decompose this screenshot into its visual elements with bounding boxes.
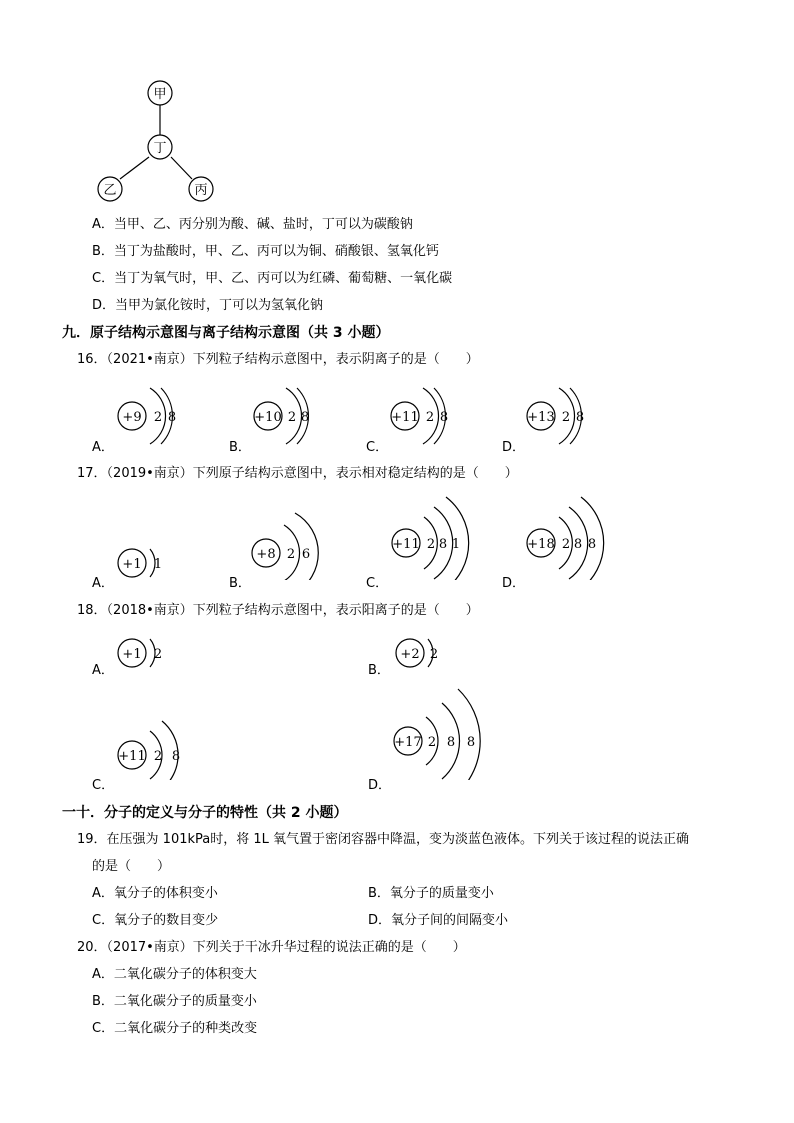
q16-d-shell-1: 2 <box>561 410 571 425</box>
q16-label-d: D． <box>502 440 526 455</box>
q16-diagram-row <box>0 370 794 460</box>
edge-ding-yi <box>120 157 149 179</box>
q18-c-shell-1: 2 <box>153 749 163 764</box>
q18-diagram-row-2 <box>0 685 794 780</box>
q15-option-b: B．当丁为盐酸时，甲、乙、丙可以为铜、硝酸银、氢氧化钙 <box>92 244 439 259</box>
section-9-title: 九．原子结构示意图与离子结构示意图（共 3 小题） <box>62 325 390 341</box>
q16-b-shell-1: 2 <box>287 410 297 425</box>
q19-option-b: B．氧分子的质量变小 <box>368 886 494 901</box>
q19-stem-line-1: 19．在压强为 101kPa时，将 1L 氧气置于密闭容器中降温，变为淡蓝色液体。下列关于该过程的说法正确 <box>77 832 690 847</box>
q17-b-shell-1: 2 <box>286 547 296 562</box>
q18-label-a: A． <box>92 663 114 678</box>
q18-c-nucleus: +11 <box>118 749 146 764</box>
q18-a-nucleus: +1 <box>122 647 142 662</box>
q16-c-nucleus: +11 <box>391 410 419 425</box>
q17-label-c: C． <box>366 576 389 591</box>
q20-option-c: C．二氧化碳分子的种类改变 <box>92 1021 258 1036</box>
node-ding: 丁 <box>153 141 167 156</box>
q16-a-shell-2: 8 <box>167 410 177 425</box>
q17-a-nucleus: +1 <box>122 557 142 572</box>
q16-d-shell-2: 8 <box>575 410 585 425</box>
q18-b-nucleus: +2 <box>400 647 420 662</box>
q17-atom-d <box>527 497 604 580</box>
q18-label-d: D． <box>368 778 392 793</box>
q17-diagram-row <box>0 485 794 580</box>
q20-option-b: B．二氧化碳分子的质量变小 <box>92 994 257 1009</box>
q17-label-d: D． <box>502 576 526 591</box>
q18-c-shell-2: 8 <box>171 749 181 764</box>
q17-atom-a <box>118 549 162 577</box>
q18-stem: 18．（2018•南京）下列粒子结构示意图中，表示阳离子的是（ ） <box>77 603 479 618</box>
q18-d-nucleus: +17 <box>394 735 422 750</box>
node-bing: 丙 <box>194 183 208 198</box>
q17-c-shell-1: 2 <box>426 537 436 552</box>
relationship-diagram <box>0 0 260 210</box>
section-10-title: 一十．分子的定义与分子的特性（共 2 小题） <box>62 805 348 821</box>
q16-c-shell-2: 8 <box>439 410 449 425</box>
q16-atom-d <box>527 388 584 444</box>
q16-d-nucleus: +13 <box>527 410 555 425</box>
q18-b-shell-1: 2 <box>429 647 439 662</box>
q19-option-d: D．氧分子间的间隔变小 <box>368 913 509 928</box>
q16-c-shell-1: 2 <box>425 410 435 425</box>
q20-option-a: A．二氧化碳分子的体积变大 <box>92 967 257 982</box>
q16-atom-a <box>118 388 176 444</box>
q18-label-b: B． <box>368 663 390 678</box>
q16-b-nucleus: +10 <box>254 410 282 425</box>
q18-d-shell-3: 8 <box>466 735 476 750</box>
q16-a-nucleus: +9 <box>122 410 142 425</box>
q16-stem: 16．（2021•南京）下列粒子结构示意图中，表示阴离子的是（ ） <box>77 352 479 367</box>
q16-atom-b <box>254 388 309 444</box>
q17-d-shell-3: 8 <box>587 537 597 552</box>
q17-atom-b <box>252 513 318 580</box>
q19-option-a: A．氧分子的体积变小 <box>92 886 218 901</box>
q15-option-c: C．当丁为氧气时，甲、乙、丙可以为红磷、葡萄糖、一氧化碳 <box>92 271 453 286</box>
q17-d-nucleus: +18 <box>527 537 555 552</box>
q17-c-shell-3: 1 <box>451 537 461 552</box>
q20-stem: 20．（2017•南京）下列关于干冰升华过程的说法正确的是（ ） <box>77 940 466 955</box>
q17-c-shell-2: 8 <box>438 537 448 552</box>
q17-stem: 17．（2019•南京）下列原子结构示意图中，表示相对稳定结构的是（ ） <box>77 466 518 481</box>
q17-c-nucleus: +11 <box>392 537 420 552</box>
q17-a-shell-1: 1 <box>153 557 163 572</box>
q15-option-d: D．当甲为氯化铵时，丁可以为氢氧化钠 <box>92 298 324 313</box>
q15-option-a: A．当甲、乙、丙分别为酸、碱、盐时，丁可以为碳酸钠 <box>92 217 413 232</box>
q17-b-shell-2: 6 <box>301 547 311 562</box>
q16-atom-c <box>391 388 448 444</box>
q17-b-nucleus: +8 <box>256 547 276 562</box>
q18-d-shell-2: 8 <box>446 735 456 750</box>
q17-label-a: A． <box>92 576 114 591</box>
q19-option-c: C．氧分子的数目变少 <box>92 913 219 928</box>
q18-atom-a <box>118 639 162 667</box>
q16-label-b: B． <box>229 440 251 455</box>
q16-label-c: C． <box>366 440 389 455</box>
q18-label-c: C． <box>92 778 115 793</box>
q16-a-shell-1: 2 <box>153 410 163 425</box>
q17-atom-c <box>392 497 469 580</box>
q18-d-shell-1: 2 <box>427 735 437 750</box>
q17-d-shell-2: 8 <box>573 537 583 552</box>
q18-atom-b <box>396 639 438 667</box>
q17-label-b: B． <box>229 576 251 591</box>
q18-atom-c <box>118 721 180 780</box>
q16-label-a: A． <box>92 440 114 455</box>
node-jia: 甲 <box>153 87 167 102</box>
q18-a-shell-1: 2 <box>153 647 163 662</box>
q19-stem-line-2: 的是（ ） <box>92 859 171 874</box>
edge-ding-bing <box>171 157 192 179</box>
q16-b-shell-2: 8 <box>300 410 310 425</box>
q18-diagram-row-1 <box>0 625 794 675</box>
q17-d-shell-1: 2 <box>561 537 571 552</box>
node-yi: 乙 <box>103 183 117 198</box>
q18-atom-d <box>394 689 480 780</box>
